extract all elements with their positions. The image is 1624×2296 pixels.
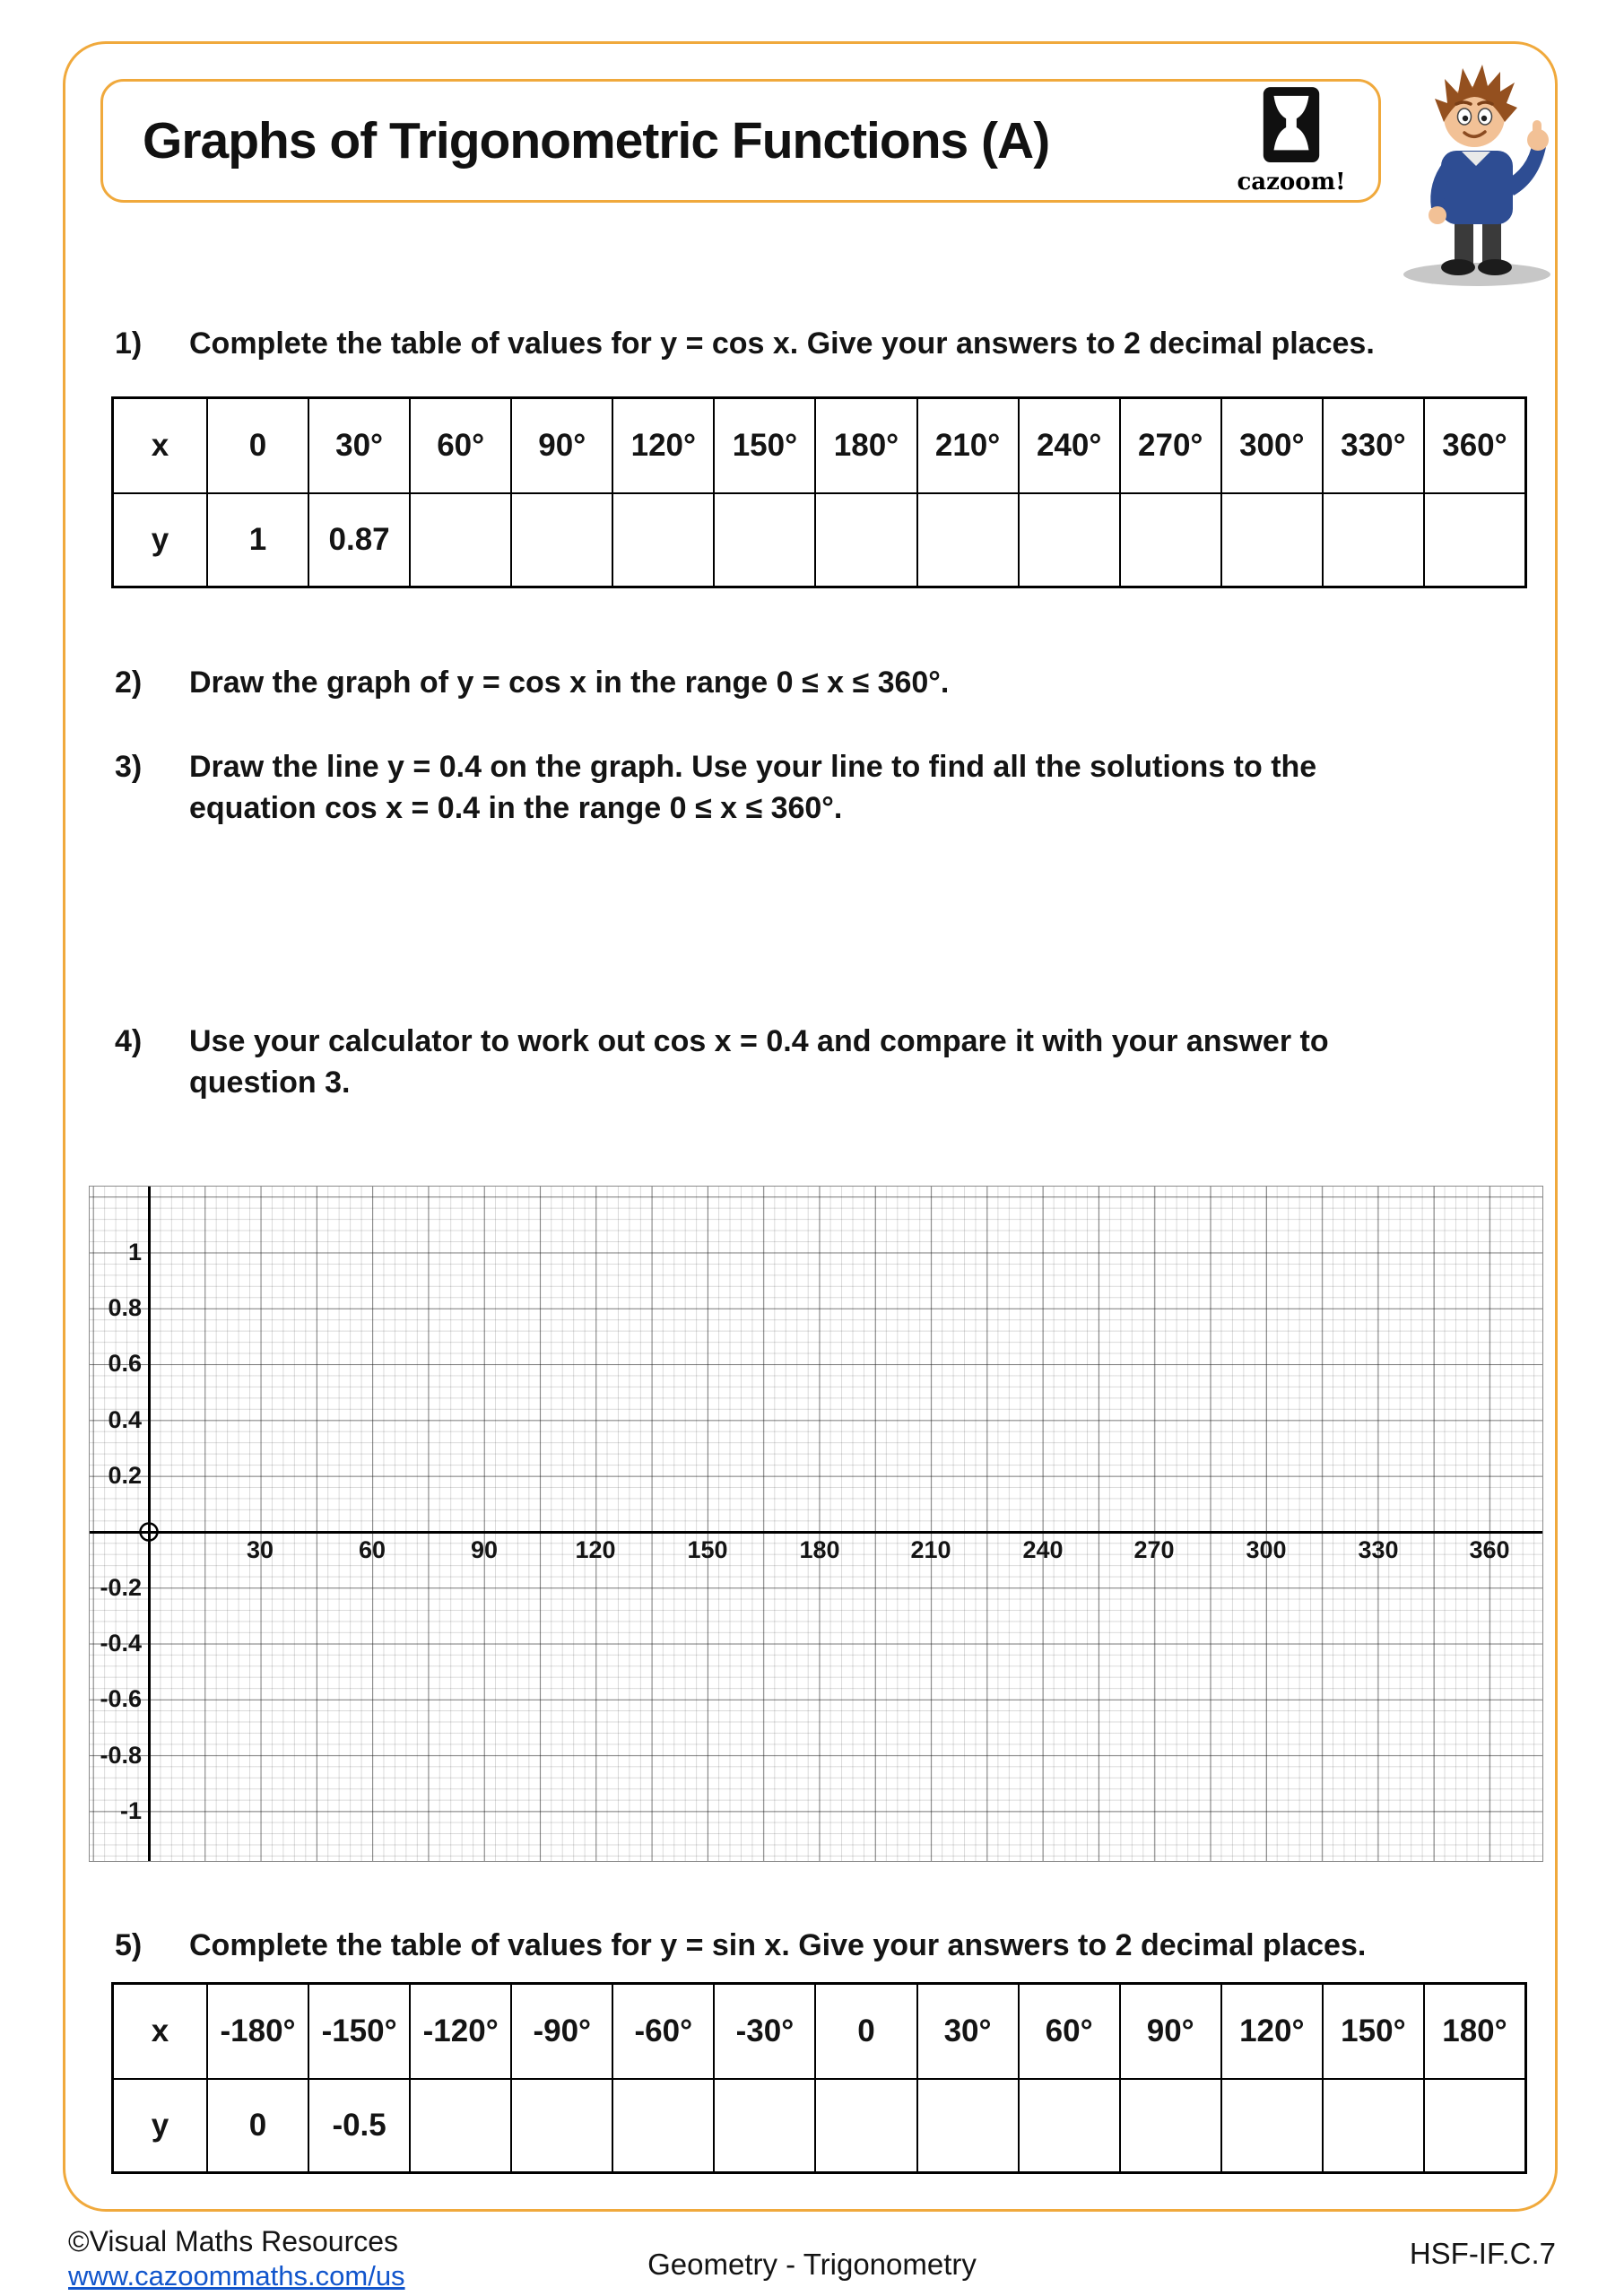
- x-axis-label: 330: [1358, 1536, 1399, 1563]
- table-cell-empty: [713, 492, 814, 586]
- table-cell: x: [151, 2013, 169, 2048]
- cazoom-website-link[interactable]: www.cazoommaths.com/us: [68, 2260, 405, 2292]
- y-axis-label: -0.6: [100, 1685, 142, 1712]
- question-4-text: [189, 1021, 1329, 1103]
- table-cell-empty: [1220, 492, 1322, 586]
- table-cell: 90°: [510, 399, 612, 492]
- table-cell-empty: [814, 492, 916, 586]
- question-2-text: Draw the graph of y = cos x in the range 0 ≤ x ≤ 360°.: [189, 665, 950, 700]
- table-cell: 210°: [916, 399, 1018, 492]
- table-cell: 270°: [1119, 399, 1220, 492]
- table-cell: -150°: [308, 1985, 409, 2078]
- table-cell: 60°: [409, 399, 510, 492]
- y-axis-label: 0.6: [108, 1350, 142, 1377]
- table-cell: -120°: [409, 1985, 510, 2078]
- cazoom-logo: [1237, 85, 1346, 202]
- title-box: [100, 79, 1381, 203]
- question-2-number: 2): [115, 665, 143, 700]
- table-cell-empty: [510, 2078, 612, 2171]
- question-4-line-2: question 3.: [189, 1065, 351, 1100]
- table-cell-empty: [916, 2078, 1018, 2171]
- table-cell: 0: [814, 1985, 916, 2078]
- table-cell: 120°: [612, 399, 713, 492]
- table-cell: 180°: [1423, 1985, 1524, 2078]
- footer-standard-code: HSF-IF.C.7: [1409, 2237, 1556, 2270]
- table-cell: 240°: [1018, 399, 1119, 492]
- table-cell: 60°: [1018, 1985, 1119, 2078]
- y-axis-label: 0.4: [108, 1406, 142, 1433]
- table-cell-empty: [510, 492, 612, 586]
- table-cell-empty: [409, 2078, 510, 2171]
- y-axis-label: -0.4: [100, 1630, 142, 1657]
- table-cell: 90°: [1119, 1985, 1220, 2078]
- question-3-line-2: equation cos x = 0.4 in the range 0 ≤ x ≤ 360°.: [189, 791, 843, 825]
- x-axis-label: 210: [910, 1536, 951, 1563]
- table-cell: 180°: [814, 399, 916, 492]
- table-cell-empty: [1322, 492, 1423, 586]
- y-axis-label: 1: [127, 1239, 142, 1265]
- table-cell: 30°: [916, 1985, 1018, 2078]
- table-cell-empty: [612, 492, 713, 586]
- x-axis-label: 180: [799, 1536, 840, 1563]
- table-cell-empty: [1018, 2078, 1119, 2171]
- x-axis-label: 90: [470, 1536, 499, 1563]
- origin-marker-icon: [136, 1519, 161, 1544]
- question-3-number: 3): [115, 750, 143, 784]
- question-1-text: Complete the table of values for y = cos x. Give your answers to 2 decimal places.: [189, 326, 1375, 361]
- table-cell: 0: [206, 2078, 308, 2171]
- x-axis-label: 120: [575, 1536, 616, 1563]
- table-cell: -0.5: [308, 2078, 409, 2171]
- question-3-text: [189, 746, 1316, 829]
- table-cell-empty: [1119, 492, 1220, 586]
- table-cell: 150°: [1322, 1985, 1423, 2078]
- table-q5: [111, 1982, 1527, 2174]
- table-cell-empty: [1119, 2078, 1220, 2171]
- table-cell: 120°: [1220, 1985, 1322, 2078]
- y-axis-label: -1: [119, 1797, 142, 1824]
- table-cell-empty: [1423, 2078, 1524, 2171]
- table-cell: -180°: [206, 1985, 308, 2078]
- x-axis-label: 150: [687, 1536, 728, 1563]
- table-cell: 0: [206, 399, 308, 492]
- table-cell: 150°: [713, 399, 814, 492]
- question-5-number: 5): [115, 1928, 143, 1962]
- table-cell-empty: [1423, 492, 1524, 586]
- table-cell-empty: [1018, 492, 1119, 586]
- question-5-text: Complete the table of values for y = sin x. Give your answers to 2 decimal places.: [189, 1928, 1367, 1962]
- x-axis: [90, 1531, 1542, 1534]
- table-cell: y: [114, 492, 206, 586]
- table-cell: 0.87: [308, 492, 409, 586]
- question-3-line-1: Draw the line y = 0.4 on the graph. Use your line to find all the solutions to the: [189, 750, 1317, 784]
- table-cell-empty: [612, 2078, 713, 2171]
- table-cell: 360°: [1423, 399, 1524, 492]
- x-axis-label: 360: [1469, 1536, 1510, 1563]
- table-cell: -90°: [510, 1985, 612, 2078]
- table-q1: [111, 396, 1527, 588]
- cazoom-logo-text: cazoom!: [1237, 169, 1346, 196]
- x-axis-label: 60: [358, 1536, 386, 1563]
- y-axis-label: -0.8: [100, 1742, 142, 1769]
- x-axis-label: 270: [1133, 1536, 1175, 1563]
- question-4-number: 4): [115, 1024, 143, 1058]
- y-axis-label: -0.2: [100, 1574, 142, 1601]
- footer-subject: Geometry - Trigonometry: [647, 2248, 977, 2281]
- x-axis-label: 240: [1022, 1536, 1064, 1563]
- table-cell: 330°: [1322, 399, 1423, 492]
- table-cell-empty: [1220, 2078, 1322, 2171]
- table-cell: -60°: [612, 1985, 713, 2078]
- table-cell-empty: [409, 492, 510, 586]
- table-cell: x: [151, 428, 169, 463]
- boy-character-illustration: [1392, 47, 1562, 291]
- table-cell-empty: [814, 2078, 916, 2171]
- table-cell: 30°: [308, 399, 409, 492]
- x-axis-label: 30: [246, 1536, 274, 1563]
- footer-copyright: ©Visual Maths Resources: [68, 2225, 399, 2257]
- table-cell: -30°: [713, 1985, 814, 2078]
- y-axis-label: 0.2: [108, 1462, 142, 1489]
- table-cell: y: [114, 2078, 206, 2171]
- page-border: [63, 41, 1558, 2212]
- question-4-line-1: Use your calculator to work out cos x = 0.4 and compare it with your answer to: [189, 1024, 1329, 1058]
- boy-character-icon: [1392, 47, 1562, 291]
- table-cell-empty: [916, 492, 1018, 586]
- table-cell-empty: [1322, 2078, 1423, 2171]
- question-1-number: 1): [115, 326, 143, 361]
- page-title: Graphs of Trigonometric Functions (A): [143, 112, 1050, 170]
- table-cell-empty: [713, 2078, 814, 2171]
- graph-paper: [89, 1186, 1543, 1862]
- x-axis-label: 300: [1246, 1536, 1287, 1563]
- table-cell: 1: [206, 492, 308, 586]
- cazoom-logo-icon: [1256, 85, 1326, 168]
- y-axis-label: 0.8: [108, 1294, 142, 1321]
- table-cell: 300°: [1220, 399, 1322, 492]
